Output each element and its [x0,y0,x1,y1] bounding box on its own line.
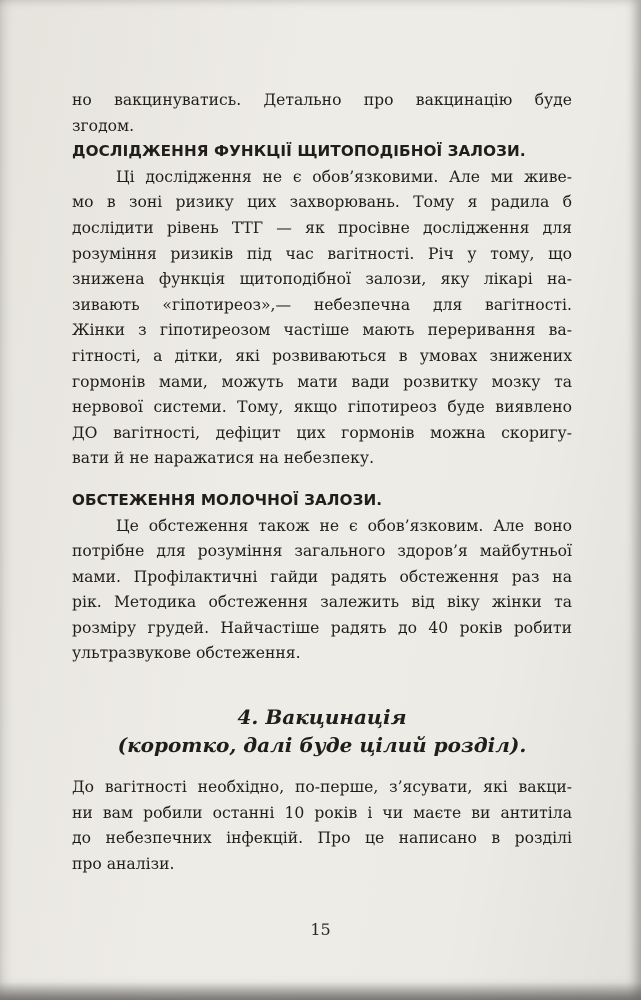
text-line: розуміння ризиків під час вагітності. Річ у тому, що [72,244,572,263]
text-line: Ці дослідження не є обов’язковими. Але ми живе- [116,167,572,186]
spacer [72,472,572,488]
text-line: До вагітності необхідно, по-перше, з’ясувати, які вакци- [72,778,572,797]
text-line: до небезпечних інфекцій. Про це написано в розділі [72,829,572,848]
text-line: рік. Методика обстеження залежить від віку жінки та [72,593,572,612]
chapter-title-line: (коротко, далі буде цілий розділ). [117,733,527,758]
text-line: потрібне для розуміння загального здоров’я майбутньої [72,542,572,561]
text-line: мами. Профілактичні гайди радять обстеження раз на [72,567,572,586]
breast-paragraph [72,514,572,668]
text-line: про аналізи. [72,854,175,873]
text-line: ни вам робили останні 10 років і чи маєте ви антитіла [72,803,572,822]
page-number: 15 [310,920,331,939]
breast-heading: ОБСТЕЖЕННЯ МОЛОЧНОЇ ЗАЛОЗИ. [72,490,383,509]
spacer [72,759,572,775]
text-line: гітності, а дітки, які розвиваються в умовах знижених [72,346,572,365]
chapter-title-line: 4. Вакцинація [237,705,407,730]
text-line: вати й не наражатися на небезпеку. [72,449,375,468]
text-line: мо в зоні ризику цих захворювань. Тому я радила б [72,193,572,212]
vaccination-paragraph [72,775,572,877]
text-line: нервової системи. Тому, якщо гіпотиреоз буде виявлено [72,398,572,417]
text-line: згодом. [72,116,135,135]
intro-paragraph [72,88,572,139]
text-line: Це обстеження також не є обов’язковим. Але воно [116,516,572,535]
text-line: дослідити рівень ТТГ — як просівне дослідження для [72,218,572,237]
text-line: ультразвукове обстеження. [72,644,301,663]
text-line: зивають «гіпотиреоз»,— небезпечна для вагітності. [72,295,572,314]
chapter-title [72,703,572,759]
text-line: ДО вагітності, дефіцит цих гормонів можна скоригу- [72,423,572,442]
page-body [72,88,572,877]
spacer [72,667,572,703]
text-line: гормонів мами, можуть мати вади розвитку мозку та [72,372,572,391]
thyroid-paragraph [72,165,572,472]
text-line: знижена функція щитоподібної залози, яку лікарі на- [72,270,572,289]
thyroid-heading: ДОСЛІДЖЕННЯ ФУНКЦІЇ ЩИТОПОДІБНОЇ ЗАЛОЗИ. [72,142,526,161]
text-line: но вакцинуватись. Детально про вакцинацію буде [72,91,572,109]
text-line: розміру грудей. Найчастіше радять до 40 років робити [72,618,572,637]
text-line: Жінки з гіпотиреозом частіше мають переривання ва- [72,321,572,340]
